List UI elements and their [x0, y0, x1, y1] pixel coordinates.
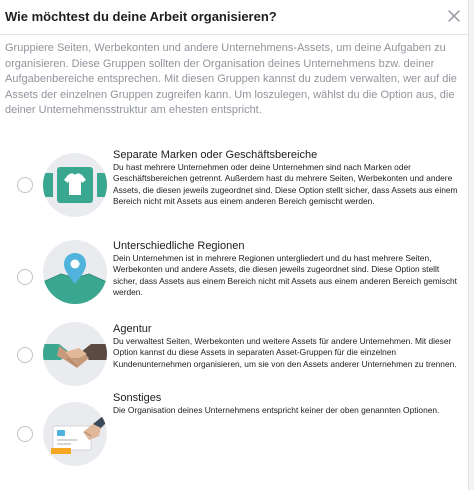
- close-icon[interactable]: [447, 9, 461, 23]
- option-text: [113, 391, 461, 416]
- option-agency[interactable]: [0, 320, 468, 390]
- handshake-icon: [43, 322, 107, 386]
- tshirt-store-icon: [43, 153, 107, 217]
- hand-with-card-icon: [43, 402, 107, 466]
- option-text: [113, 239, 461, 298]
- option-regions[interactable]: [0, 242, 468, 312]
- option-title: Separate Marken oder Geschäftsbereiche: [113, 149, 318, 161]
- option-text: [113, 322, 461, 370]
- radio-agency[interactable]: [17, 347, 33, 363]
- option-other[interactable]: [0, 392, 468, 467]
- option-separate-brands[interactable]: [0, 150, 468, 220]
- option-description: Du hast mehrere Unternehmen oder deine Unternehmen sind nach Marken oder Geschäftsbereichen getrennt. Außerdem hast du mehrere Seiten, Werbekonten und andere Assets, die diesen jeweils zugeordnet sind. Diese Option stellt sicher, dass Assets aus einem Bereich nicht mit Assets aus einem anderen Bereich gemischt werden.: [113, 162, 458, 206]
- option-title: Agentur: [113, 323, 152, 335]
- dialog-title: Wie möchtest du deine Arbeit organisieren?: [5, 9, 277, 24]
- option-text: [113, 148, 461, 207]
- option-description: Du verwaltest Seiten, Werbekonten und weitere Assets für andere Unternehmen. Mit dieser Option kannst du diese Assets in separaten Asset-Gruppen für die einzelnen Kundenunternehmen organisieren, um sie von den Assets anderer Unternehmen zu trennen.: [113, 336, 457, 369]
- option-title: Unterschiedliche Regionen: [113, 240, 245, 252]
- option-description: Dein Unternehmen ist in mehrere Regionen untergliedert und du hast mehrere Seiten, Werbekonten und andere Assets, die diesen jeweils zugeordnet sind. Diese Option stellt sicher, dass Assets aus einem Bereich nicht mit Assets aus einem anderen Bereich gemischt werden.: [113, 253, 458, 297]
- scrollbar-track[interactable]: [468, 0, 474, 490]
- radio-other[interactable]: [17, 426, 33, 442]
- dialog-header: [0, 0, 468, 35]
- location-pin-icon: [43, 240, 107, 304]
- option-description: Die Organisation deines Unternehmens entspricht keiner der oben genannten Optionen.: [113, 405, 440, 415]
- dialog-intro-text: Gruppiere Seiten, Werbekonten und andere Unternehmens-Assets, um deine Aufgaben zu organisieren. Diese Gruppen sollten der Organisation deines Unternehmens bzw. deiner Aufgabenbereiche entsprechen. Mit diesen Gruppen kannst du zudem verwalten, wer auf die Assets der einzelnen Gruppen zugreifen kann. Um loszulegen, wählst du die Option aus, die deiner Unternehmensstruktur am ehesten entspricht.: [5, 42, 457, 117]
- radio-regions[interactable]: [17, 269, 33, 285]
- option-title: Sonstiges: [113, 392, 162, 404]
- radio-separate-brands[interactable]: [17, 177, 33, 193]
